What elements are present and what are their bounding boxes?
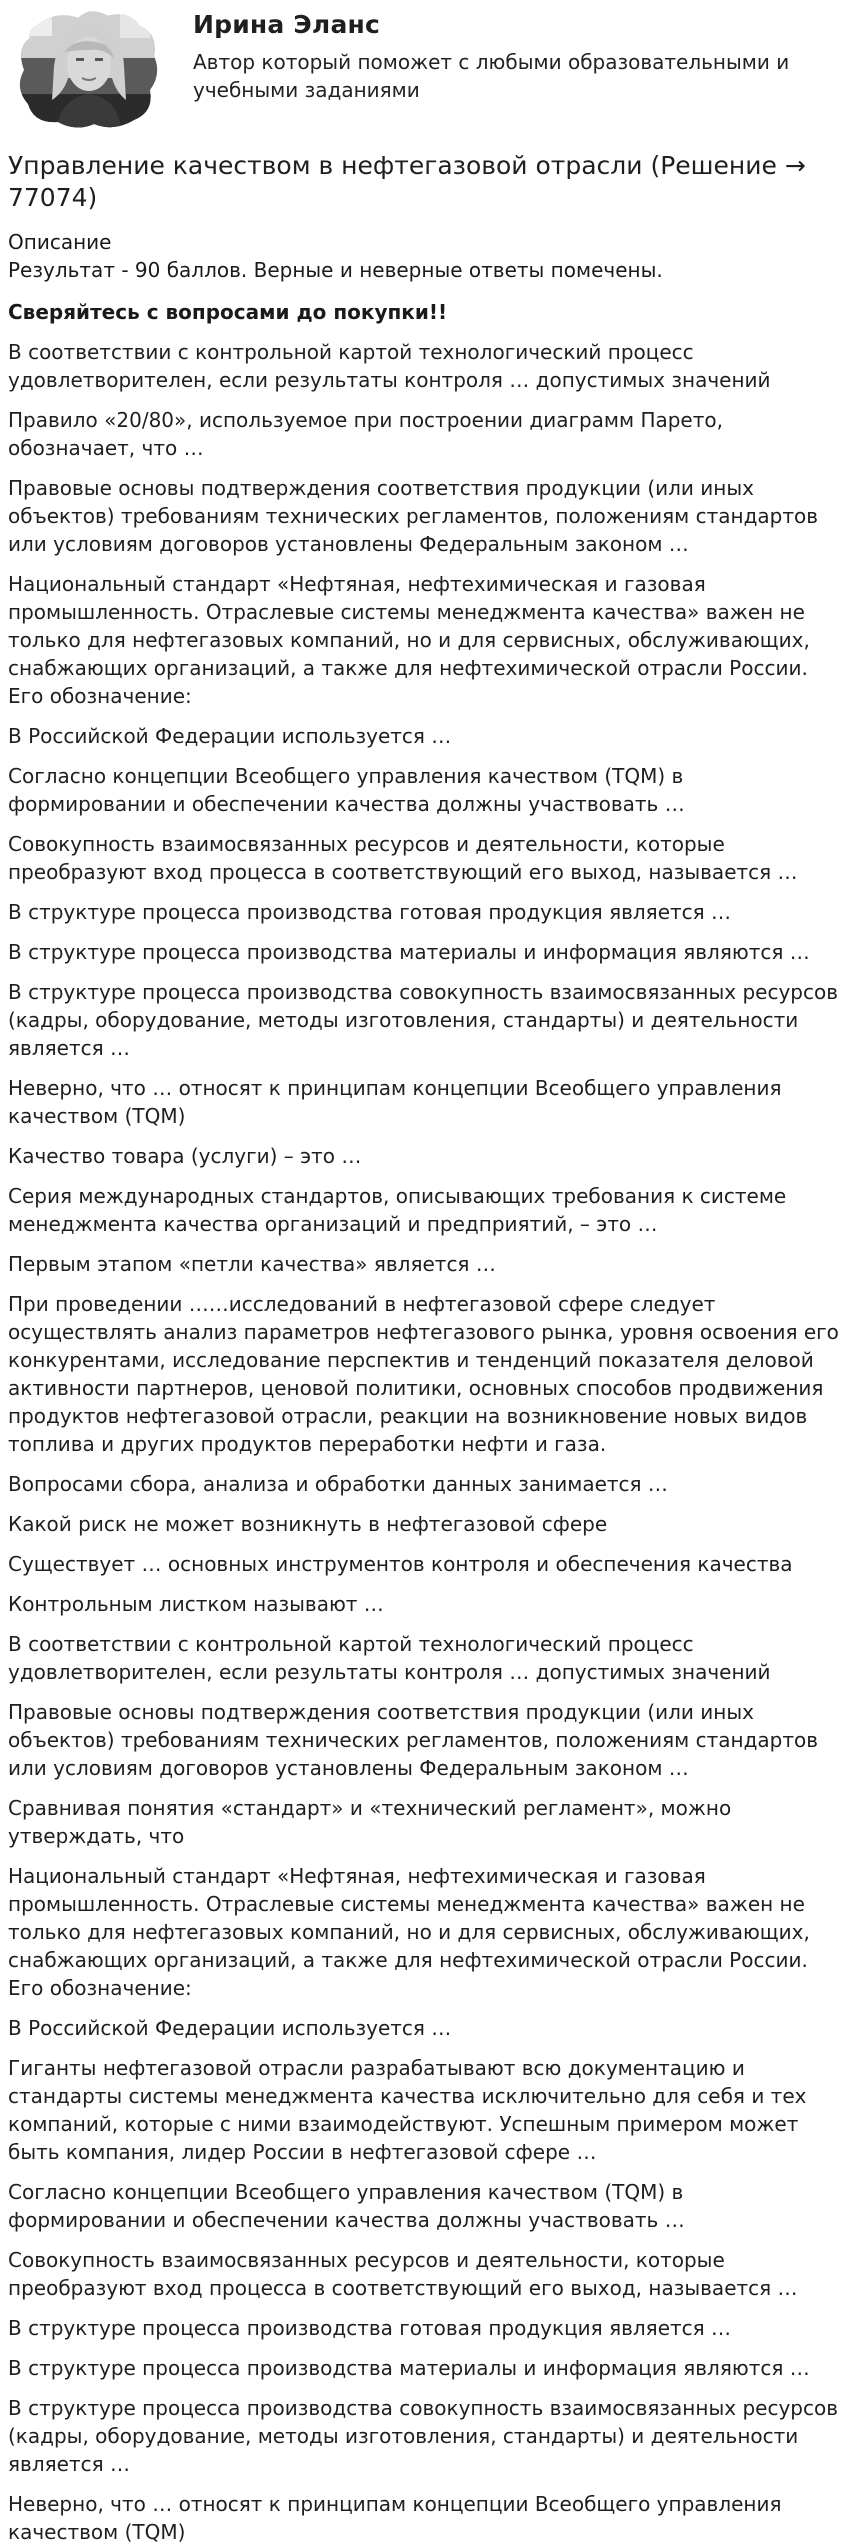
question-item: При проведении ……исследований в нефтегазовой сфере следует осуществлять анализ параметров нефтегазового рынка, уровня освоения его конкурентами, исследование перспектив и тенденций показателя деловой активности партнеров, ценовой политики, основных способов продвижения продуктов нефтегазовой отрасли, реакции на возникновение новых видов топлива и других продуктов переработки нефти и газа. [8, 1292, 839, 1456]
avatar-photo [16, 8, 162, 132]
question-item: Сравнивая понятия «стандарт» и «технический регламент», можно утверждать, что [8, 1796, 732, 1848]
question-item: В соответствии с контрольной картой технологический процесс удовлетворителен, если результаты контроля … допустимых значений [8, 340, 771, 392]
question-item: В Российской Федерации используется … [8, 724, 452, 748]
question-item: Национальный стандарт «Нефтяная, нефтехимическая и газовая промышленность. Отраслевые системы менеджмента качества» важен не только для нефтегазовых компаний, но и для сервисных, обслуживающих, снабжающих организаций, а также для нефтехимической отрасли России. Его обозначение: [8, 1864, 810, 2000]
question-item: Гиганты нефтегазовой отрасли разрабатывают всю документацию и стандарты системы менеджмента качества исключительно для себя и тех компаний, которые с ними взаимодействуют. Успешным примером может быть компания, лидер России в нефтегазовой сфере … [8, 2056, 807, 2164]
question-item: Правило «20/80», используемое при построении диаграмм Парето, обозначает, что … [8, 408, 723, 460]
result-text: Результат - 90 баллов. Верные и неверные ответы помечены. [8, 258, 663, 282]
question-item: Совокупность взаимосвязанных ресурсов и деятельности, которые преобразуют вход процесса в соответствующий его выход, называется … [8, 2248, 798, 2300]
question-list [8, 338, 839, 2546]
author-name[interactable]: Ирина Эланс [193, 10, 381, 39]
question-item: Качество товара (услуги) – это … [8, 1144, 362, 1168]
author-avatar[interactable] [16, 8, 162, 132]
question-item: В структуре процесса производства совокупность взаимосвязанных ресурсов (кадры, оборудование, методы изготовления, стандарты) и деятельности является … [8, 980, 838, 1060]
question-item: Существует … основных инструментов контроля и обеспечения качества [8, 1552, 793, 1576]
question-item: В структуре процесса производства готовая продукция является … [8, 2316, 732, 2340]
question-item: Совокупность взаимосвязанных ресурсов и деятельности, которые преобразуют вход процесса в соответствующий его выход, называется … [8, 832, 798, 884]
question-item: В структуре процесса производства совокупность взаимосвязанных ресурсов (кадры, оборудование, методы изготовления, стандарты) и деятельности является … [8, 2396, 838, 2476]
question-item: Национальный стандарт «Нефтяная, нефтехимическая и газовая промышленность. Отраслевые системы менеджмента качества» важен не только для нефтегазовых компаний, но и для сервисных, обслуживающих, снабжающих организаций, а также для нефтехимической отрасли России. Его обозначение: [8, 572, 810, 708]
question-item: Неверно, что … относят к принципам концепции Всеобщего управления качеством (TQM) [8, 1076, 782, 1128]
question-item: В Российской Федерации используется … [8, 2016, 452, 2040]
question-item: Неверно, что … относят к принципам концепции Всеобщего управления качеством (TQM) [8, 2492, 782, 2544]
author-description: Автор который поможет с любыми образовательными и учебными заданиями [193, 50, 790, 102]
author-block [8, 0, 839, 140]
question-item: Контрольным листком называют … [8, 1592, 384, 1616]
question-item: Правовые основы подтверждения соответствия продукции (или иных объектов) требованиям технических регламентов, положениям стандартов или условиям договоров установлены Федеральным законом … [8, 476, 819, 556]
work-title: Управление качеством в нефтегазовой отрасли (Решение → 77074) [8, 151, 806, 212]
question-item: В структуре процесса производства готовая продукция является … [8, 900, 732, 924]
description-label: Описание [8, 230, 112, 254]
question-item: В соответствии с контрольной картой технологический процесс удовлетворителен, если результаты контроля … допустимых значений [8, 1632, 771, 1684]
question-item: Согласно концепции Всеобщего управления качеством (TQM) в формировании и обеспечении качества должны участвовать … [8, 764, 685, 816]
question-item: Серия международных стандартов, описывающих требования к системе менеджмента качества организаций и предприятий, – это … [8, 1184, 787, 1236]
question-item: Первым этапом «петли качества» является … [8, 1252, 496, 1276]
question-item: В структуре процесса производства материалы и информация являются … [8, 2356, 810, 2380]
warning-text: Сверяйтесь с вопросами до покупки!! [8, 300, 448, 324]
question-item: Правовые основы подтверждения соответствия продукции (или иных объектов) требованиям технических регламентов, положениям стандартов или условиям договоров установлены Федеральным законом … [8, 1700, 819, 1780]
question-item: Какой риск не может возникнуть в нефтегазовой сфере [8, 1512, 608, 1536]
question-item: Согласно концепции Всеобщего управления качеством (TQM) в формировании и обеспечении качества должны участвовать … [8, 2180, 685, 2232]
question-item: В структуре процесса производства материалы и информация являются … [8, 940, 810, 964]
question-item: Вопросами сбора, анализа и обработки данных занимается … [8, 1472, 668, 1496]
